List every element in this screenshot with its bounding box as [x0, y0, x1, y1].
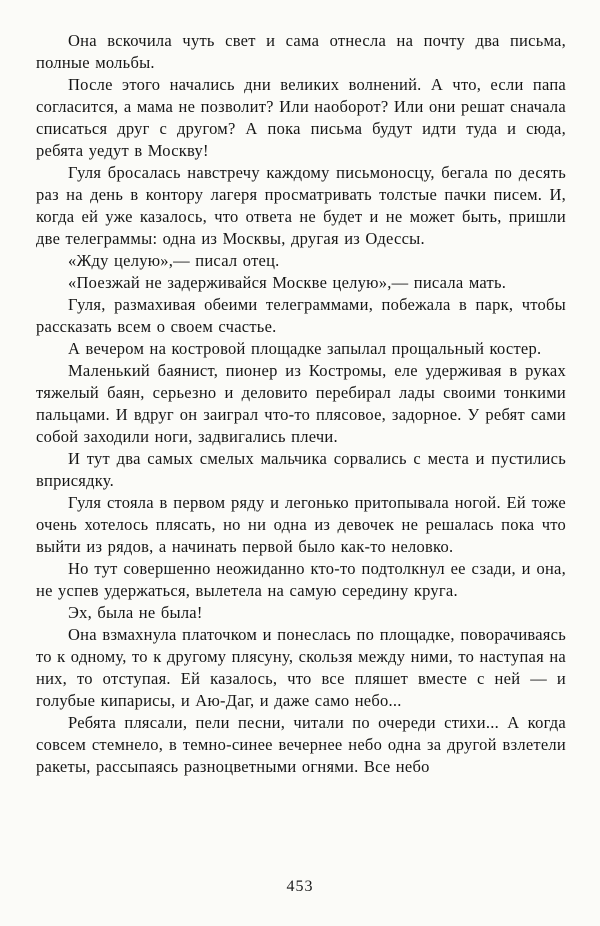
page-number: 453: [286, 878, 314, 895]
paragraph: После этого начались дни великих волнений. А что, если папа согласится, а мама не позволит? Или наоборот? Или они решат сначала списаться друг с другом? А пока письма будут идти туда и сюда, ребята уедут в Москву!: [36, 75, 566, 160]
paragraph: «Поезжай не задерживайся Москве целую»,— писала мать.: [68, 273, 507, 292]
page-text: [36, 30, 566, 778]
paragraph: Эх, была не была!: [68, 603, 203, 622]
paragraph: «Жду целую»,— писал отец.: [68, 251, 280, 270]
paragraph: Она взмахнула платочком и понеслась по площадке, поворачиваясь то к одному, то к другому плясуну, скользя между ними, то наступая на них, то отступая. Ей казалось, что все пляшет вместе с ней — и голубые кипарисы, и Аю-Даг, и даже само небо...: [36, 625, 566, 710]
paragraph: Но тут совершенно неожиданно кто-то подтолкнул ее сзади, и она, не успев удержаться, вылетела на самую середину круга.: [36, 559, 566, 600]
paragraph: Маленький баянист, пионер из Костромы, еле удерживая в руках тяжелый баян, серьезно и деловито перебирал лады своими тонкими пальцами. И вдруг он заиграл что-то плясовое, задорное. У ребят сами собой заходили ноги, задвигались плечи.: [36, 361, 566, 446]
paragraph: Гуля, размахивая обеими телеграммами, побежала в парк, чтобы рассказать всем о своем счастье.: [36, 295, 566, 336]
paragraph: Гуля бросалась навстречу каждому письмоносцу, бегала по десять раз на день в контору лагеря просматривать толстые пачки писем. И, когда ей уже казалось, что ответа не будет и не может быть, пришли две телеграммы: одна из Москвы, другая из Одессы.: [36, 163, 566, 248]
paragraph: Ребята плясали, пели песни, читали по очереди стихи... А когда совсем стемнело, в темно-синее вечернее небо одна за другой взлетели ракеты, рассыпаясь разноцветными огнями. Все небо: [36, 713, 566, 776]
paragraph: Гуля стояла в первом ряду и легонько притопывала ногой. Ей тоже очень хотелось плясать, но ни одна из девочек не решалась пока что выйти из рядов, а начинать первой было как-то неловко.: [36, 493, 566, 556]
paragraph: А вечером на костровой площадке запылал прощальный костер.: [68, 339, 542, 358]
paragraph: Она вскочила чуть свет и сама отнесла на почту два письма, полные мольбы.: [36, 31, 566, 72]
paragraph: И тут два самых смелых мальчика сорвались с места и пустились вприсядку.: [36, 449, 566, 490]
